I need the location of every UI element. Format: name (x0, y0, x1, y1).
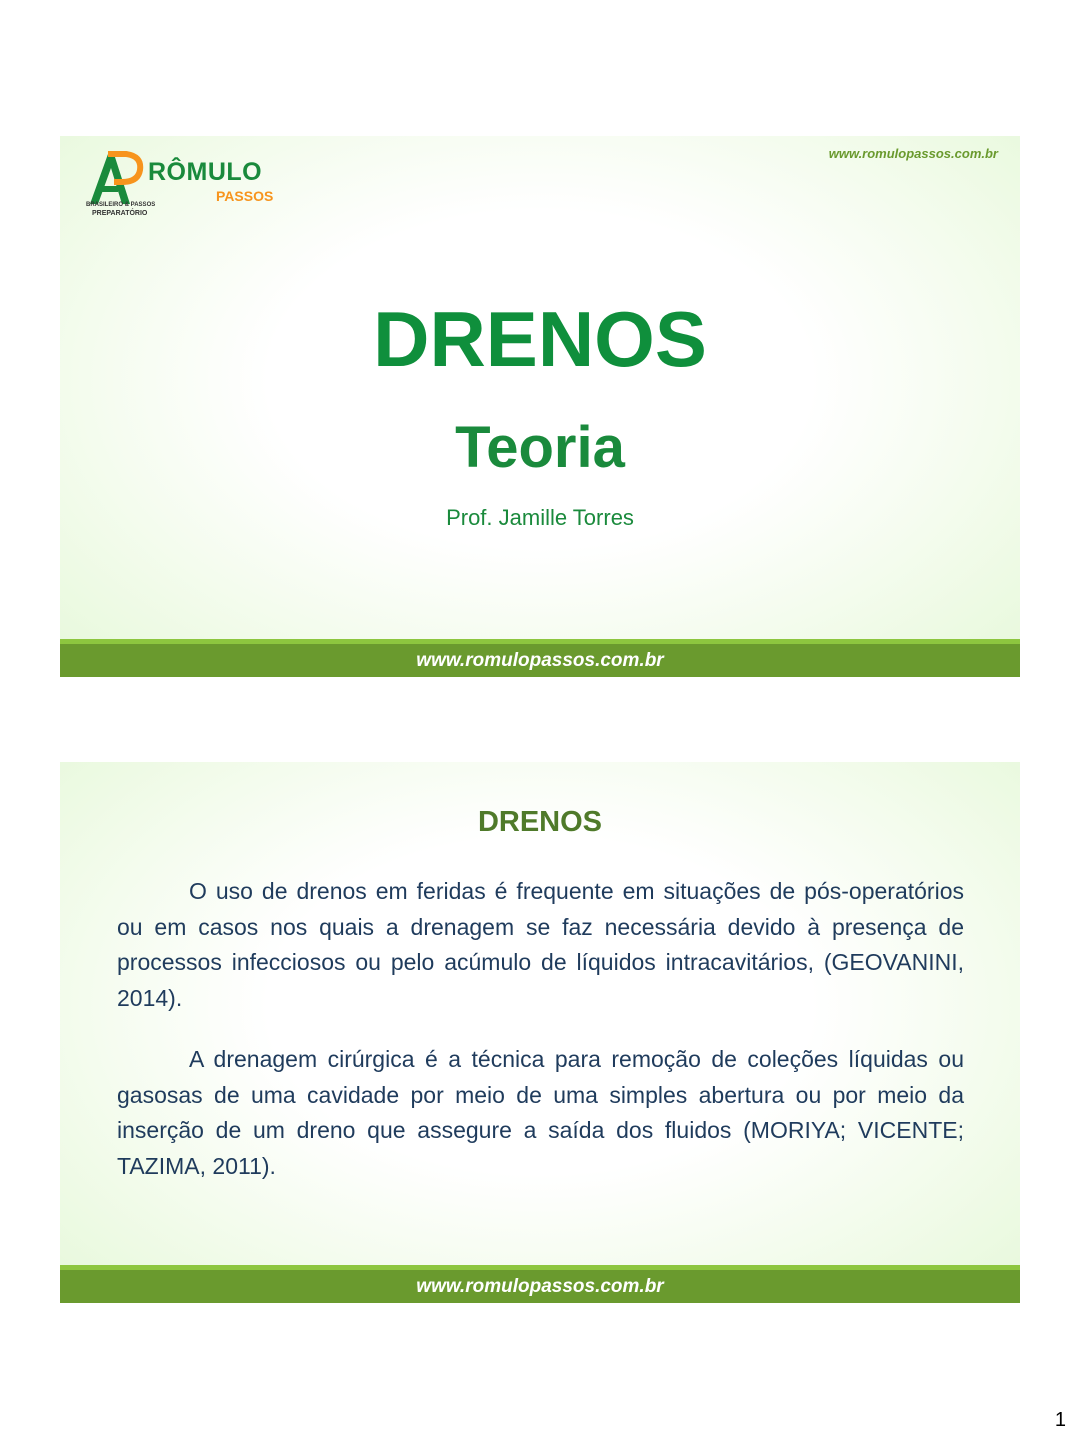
content-slide (60, 762, 1020, 1303)
header-website: www.romulopassos.com.br (828, 146, 998, 161)
page-number: 1 (1054, 1409, 1066, 1431)
logo-tagline: BRASILEIRO & PASSOS (86, 202, 156, 208)
romulo-passos-logo (84, 150, 284, 222)
footer-bar (60, 1265, 1020, 1303)
section-heading: DRENOS (477, 806, 603, 838)
slide-title: DRENOS (373, 295, 707, 383)
footer-website: www.romulopassos.com.br (416, 650, 664, 671)
logo-tagline-2: PREPARATÓRIO (92, 210, 148, 217)
rp-monogram-icon (84, 150, 146, 206)
footer-bar (60, 639, 1020, 677)
title-slide (60, 136, 1020, 677)
author-name: Prof. Jamille Torres (446, 505, 634, 530)
body-paragraph (117, 1042, 964, 1184)
body-paragraph (117, 874, 964, 1016)
slide-subtitle: Teoria (455, 415, 625, 480)
paragraph-1-text: O uso de drenos em feridas é frequente em situações de pós-operatórios ou em casos nos quais a drenagem se faz necessária devido à presença de processos infecciosos ou pelo acúmulo de líquidos intracavitários, (GEOVANINI, 2014). (117, 878, 964, 1011)
logo-sub: PASSOS (216, 188, 274, 204)
paragraph-2-text: A drenagem cirúrgica é a técnica para remoção de coleções líquidas ou gasosas de uma cavidade por meio de uma simples abertura ou por meio da inserção de um dreno que assegure a saída dos fluidos (MORIYA; VICENTE; TAZIMA, 2011). (117, 1046, 964, 1179)
footer-website: www.romulopassos.com.br (416, 1276, 664, 1297)
logo-word: RÔMULO (148, 158, 263, 186)
